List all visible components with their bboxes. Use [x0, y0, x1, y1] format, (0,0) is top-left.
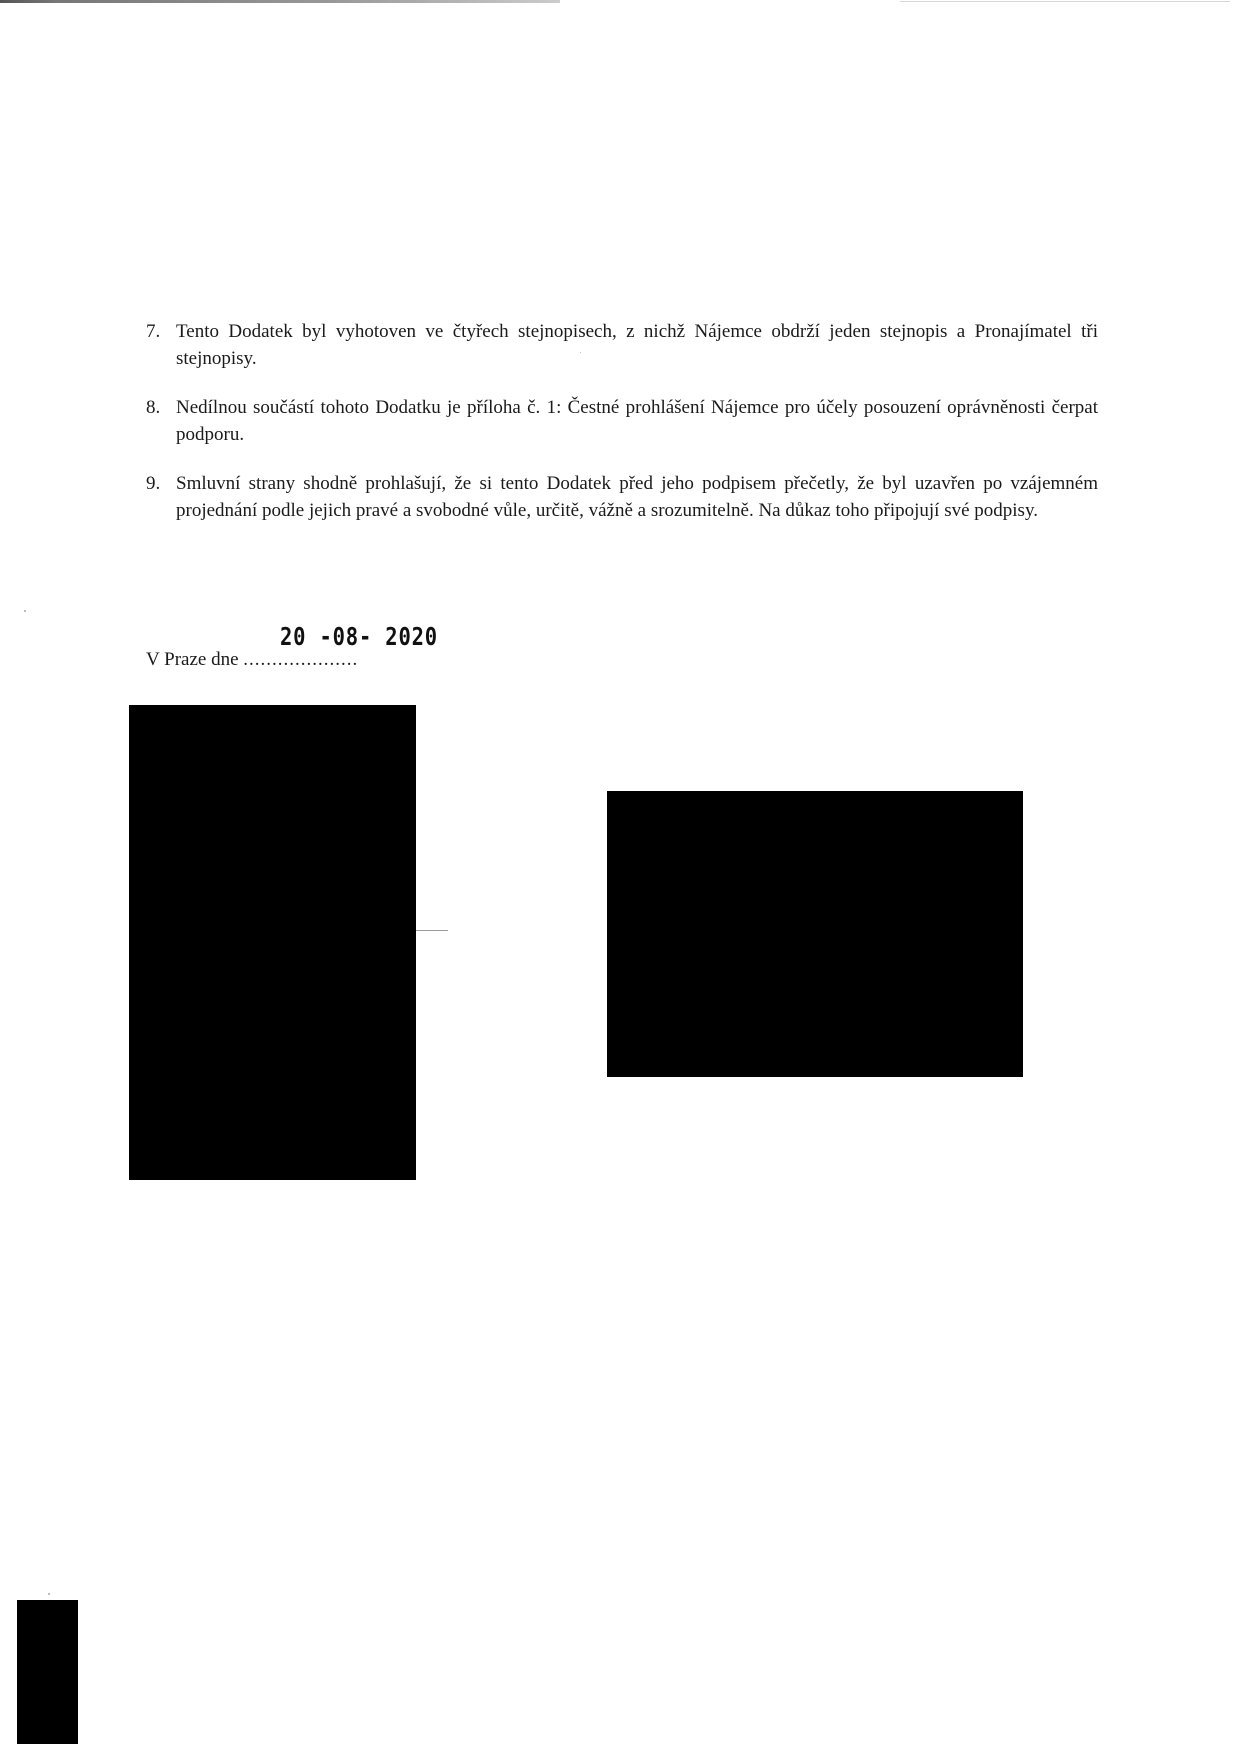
redacted-signature-left [129, 705, 416, 1180]
clause-number: 9. [146, 473, 161, 494]
date-dotted-line: .................... [243, 649, 359, 670]
clause-text: Smluvní strany shodně prohlašují, že si tento Dodatek před jeho podpisem přečetly, že byl uzavřen po vzájemném projednání podle jejich pravé a svobodné vůle, určitě, vážně a srozumitelně. Na důkaz toho připojují své podpisy. [176, 473, 1098, 521]
scan-speck [580, 352, 581, 353]
scan-edge-top [0, 0, 560, 3]
place-date-line [146, 646, 358, 673]
place-date-label: V Praze dne [146, 649, 239, 670]
clause-text: Nedílnou součástí tohoto Dodatku je příloha č. 1: Čestné prohlášení Nájemce pro účely posouzení oprávněnosti čerpat podporu. [176, 397, 1098, 445]
redacted-bottom-mark [17, 1600, 78, 1744]
redacted-signature-right [607, 791, 1023, 1077]
scan-edge-top-right [900, 1, 1230, 2]
clause-number: 7. [146, 321, 161, 342]
scan-speck [48, 1593, 50, 1595]
clause-text: Tento Dodatek byl vyhotoven ve čtyřech stejnopisech, z nichž Nájemce obdrží jeden stejnopis a Pronajímatel tři stejnopisy. [176, 321, 1098, 369]
clause-9 [146, 470, 1098, 524]
closing-clauses [146, 318, 1098, 546]
scan-artifact-line [416, 930, 448, 931]
date-stamp: 20 -08- 2020 [280, 622, 438, 651]
scan-speck [24, 610, 26, 612]
clause-8 [146, 394, 1098, 448]
clause-7 [146, 318, 1098, 372]
clause-number: 8. [146, 397, 161, 418]
